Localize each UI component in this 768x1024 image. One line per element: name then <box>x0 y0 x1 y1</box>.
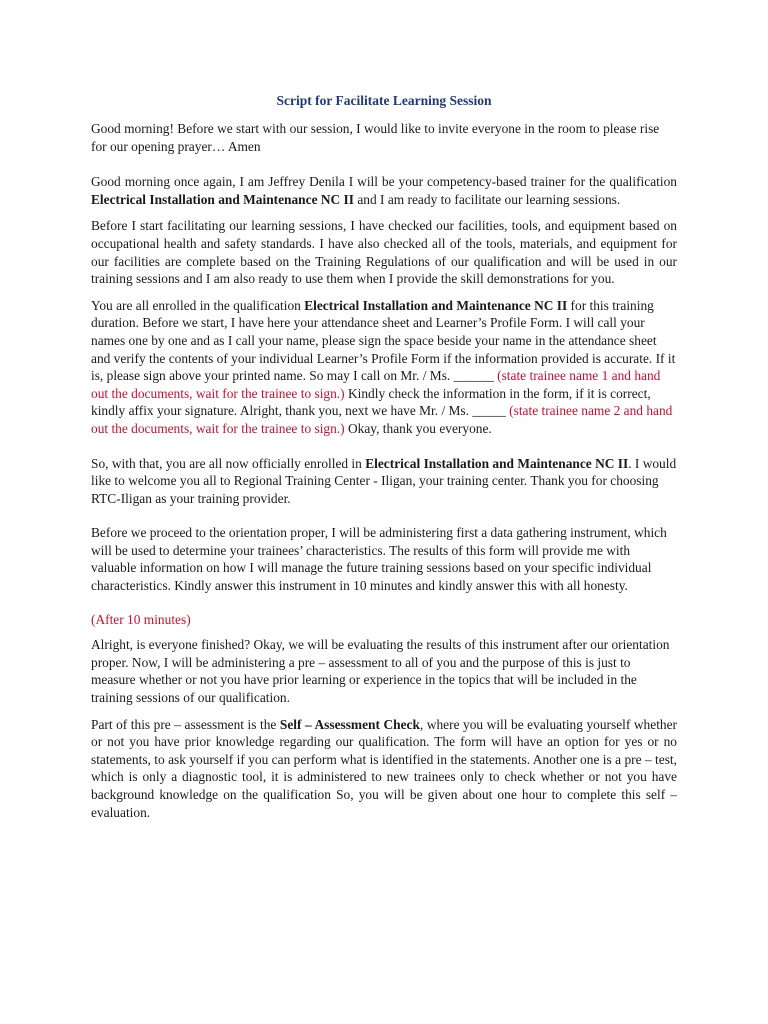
text-run: You are all enrolled in the qualification <box>91 297 305 313</box>
document-page <box>91 92 677 821</box>
instruction-note: (state trainee name 1 and hand out the documents, wait for the trainee to sign.) <box>91 368 661 401</box>
text-run: Part of this pre – assessment is the <box>91 716 280 732</box>
text-run: and I am ready to facilitate our learning sessions. <box>353 191 621 207</box>
enrollment-paragraph <box>91 297 677 438</box>
after-10-minutes-note: (After 10 minutes) <box>91 611 191 627</box>
text-run: Good morning once again, I am Jeffrey Denila I will be your competency-based trainer for the qualification <box>91 174 677 190</box>
welcome-paragraph <box>91 455 677 508</box>
opening-prayer-paragraph: Good morning! Before we start with our session, I would like to invite everyone in the room to please rise for our opening prayer… Amen <box>91 121 660 154</box>
qualification-name: Electrical Installation and Maintenance NC II <box>91 191 354 207</box>
text-run: Okay, thank you everyone. <box>344 420 492 436</box>
qualification-name: Electrical Installation and Maintenance NC II <box>365 455 629 471</box>
instruction-note: (state trainee name 2 and hand out the documents, wait for the trainee to sign.) <box>91 403 673 436</box>
text-run: Kindly check the information in the form, if it is correct, kindly affix your signature. Alright, thank you, next we have Mr. / Ms. _____ <box>91 385 651 419</box>
text-run: for this training duration. Before we start, I have here your attendance sheet and Learner’s Profile Form. I will call your names one by one and as I call your name, please sign the space beside your name in the attendance sheet and verify the contents of your individual Learner’s Profile Form if the information provided is accurate. If it is, please sign above your printed name. So may I call on Mr. / Ms. ______ <box>91 297 676 384</box>
trainer-introduction-paragraph <box>91 173 677 208</box>
self-assessment-paragraph <box>91 716 677 822</box>
self-assessment-check-term: Self – Assessment Check <box>279 716 420 732</box>
qualification-name: Electrical Installation and Maintenance NC II <box>304 297 568 313</box>
text-run: . I would like to welcome you all to Regional Training Center - Iligan, your training center. Thank you for choosing RTC-Iligan as your training provider. <box>91 455 677 506</box>
document-title: Script for Facilitate Learning Session <box>276 93 492 108</box>
data-gathering-paragraph: Before we proceed to the orientation proper, I will be administering first a data gathering instrument, which will be used to determine your trainees’ characteristics. The results of this form will provide me with valuable information on how I will manage the future training sessions based on your specific individual characteristics. Kindly answer this instrument in 10 minutes and kindly answer this with all honesty. <box>91 525 667 594</box>
text-run: So, with that, you are all now officially enrolled in <box>91 455 366 471</box>
pre-assessment-paragraph: Alright, is everyone finished? Okay, we will be evaluating the results of this instrument after our orientation proper. Now, I will be administering a pre – assessment to all of you and the purpose of this is just to measure whether or not you have prior learning or experience in the topics that will be included in the training sessions of our qualification. <box>91 637 670 706</box>
text-run: , where you will be evaluating yourself whether or not you have prior knowledge regarding our qualification. The form will have an option for yes or no statements, to ask yourself if you can perform what is identified in the statements. Another one is a pre – test, which is only a diagnostic tool, it is administered to new trainees only to check whether or not you have background knowledge on the qualification So, you will be given about one hour to complete this self – evaluation. <box>91 716 678 820</box>
facilities-check-paragraph: Before I start facilitating our learning sessions, I have checked our facilities, tools, and equipment based on occupational health and safety standards. I have also checked all of the tools, materials, and equipment for our facilities are complete based on the Training Regulations of our qualification and will be used in our training sessions and I am also ready to use them when I provide the skill demonstrations for you. <box>91 218 677 287</box>
